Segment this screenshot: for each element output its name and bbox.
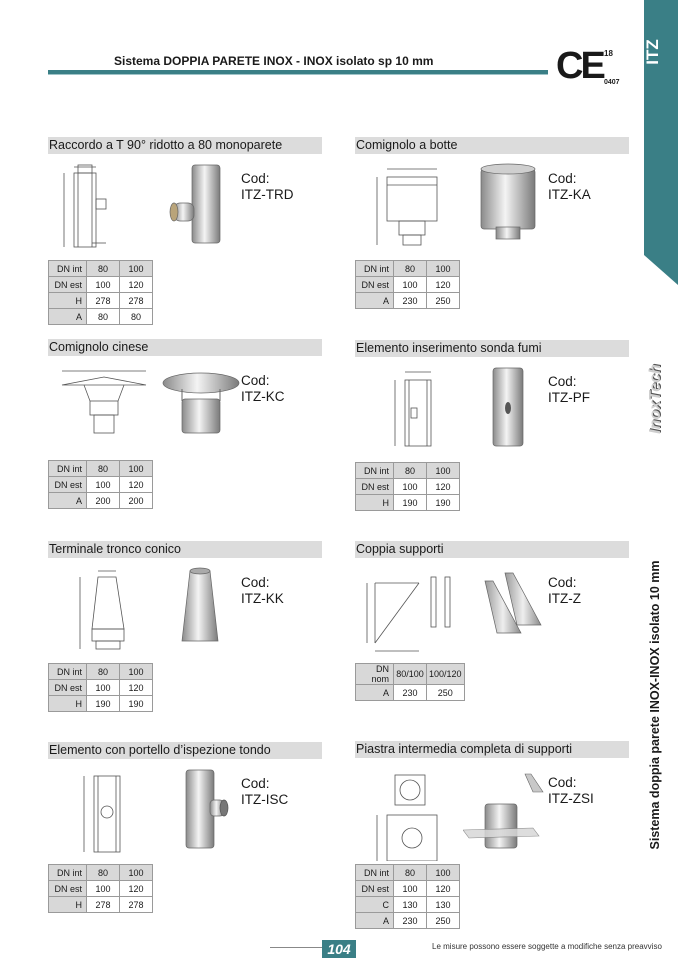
dimensions-table <box>48 864 153 913</box>
table-cell: 80 <box>394 261 427 277</box>
code-value: ITZ-Z <box>548 591 581 606</box>
table-cell: 120 <box>427 479 460 495</box>
table-row <box>356 897 460 913</box>
table-row <box>49 493 153 509</box>
table-cell: DN nom <box>356 664 394 685</box>
code-label: Cod: <box>241 171 270 186</box>
table-cell: 120 <box>120 680 153 696</box>
table-cell: A <box>356 685 394 701</box>
table-cell: 278 <box>87 293 120 309</box>
code-label: Cod: <box>548 374 577 389</box>
table-row <box>49 881 153 897</box>
table-row <box>356 495 460 511</box>
code-label: Cod: <box>241 575 270 590</box>
table-row <box>356 463 460 479</box>
ce-mark: CE <box>556 45 603 87</box>
table-cell: 80 <box>394 865 427 881</box>
table-cell: DN int <box>356 463 394 479</box>
table-row <box>49 293 153 309</box>
table-cell: A <box>49 493 87 509</box>
table-cell: 100 <box>427 865 460 881</box>
product-code <box>548 775 594 807</box>
table-row <box>49 696 153 712</box>
table-row <box>356 664 465 685</box>
table-cell: DN int <box>356 865 394 881</box>
table-cell: H <box>49 293 87 309</box>
ce-certification-mark <box>556 45 620 90</box>
product-title: Elemento con portello d’ispezione tondo <box>48 742 322 759</box>
technical-drawing <box>54 567 164 655</box>
table-row <box>356 293 460 309</box>
technical-drawing <box>54 365 164 453</box>
ce-notified-body-number: 18 <box>604 49 613 58</box>
code-value: ITZ-ISC <box>241 792 289 807</box>
table-row <box>356 261 460 277</box>
table-cell: 278 <box>120 897 153 913</box>
table-cell: 190 <box>120 696 153 712</box>
table-cell: 120 <box>427 277 460 293</box>
dimensions-table <box>48 260 153 325</box>
product-photo <box>156 159 246 247</box>
table-row <box>49 261 153 277</box>
product-code <box>548 171 591 203</box>
table-cell: C <box>356 897 394 913</box>
table-cell: 120 <box>120 881 153 897</box>
table-cell: A <box>356 913 394 929</box>
product-photo <box>156 764 246 852</box>
table-cell: 100 <box>87 881 120 897</box>
table-cell: DN int <box>49 461 87 477</box>
table-cell: 100 <box>394 277 427 293</box>
section-tab-code: ITZ <box>642 39 662 65</box>
table-cell: 230 <box>394 293 427 309</box>
table-cell: 200 <box>87 493 120 509</box>
table-row <box>49 680 153 696</box>
table-cell: 100 <box>427 261 460 277</box>
brand-logo: InoxTech <box>646 364 664 434</box>
product-photo <box>156 563 246 651</box>
table-cell: DN est <box>356 277 394 293</box>
table-cell: 100 <box>87 277 120 293</box>
product-photo <box>463 767 553 861</box>
page-title: Sistema DOPPIA PARETE INOX - INOX isolato sp 10 mm <box>114 54 434 68</box>
table-cell: 130 <box>427 897 460 913</box>
table-cell: 100 <box>120 865 153 881</box>
table-row <box>356 881 460 897</box>
table-cell: 200 <box>120 493 153 509</box>
code-value: ITZ-KC <box>241 389 285 404</box>
product-block-itz-z <box>355 541 631 716</box>
table-cell: 80/100 <box>394 664 427 685</box>
product-photo <box>463 563 553 651</box>
product-title: Comignolo a botte <box>355 137 629 154</box>
product-block-itz-trd <box>48 137 324 327</box>
table-cell: 250 <box>427 913 460 929</box>
product-block-itz-pf <box>355 340 631 515</box>
table-row <box>356 479 460 495</box>
table-cell: 100 <box>120 461 153 477</box>
product-block-itz-kc <box>48 339 324 514</box>
product-block-itz-isc <box>48 742 324 917</box>
table-cell: 278 <box>87 897 120 913</box>
product-title: Elemento inserimento sonda fumi <box>355 340 629 357</box>
product-title: Piastra intermedia completa di supporti <box>355 741 629 758</box>
table-row <box>49 277 153 293</box>
dimensions-table <box>355 864 460 929</box>
table-row <box>356 685 465 701</box>
table-cell: 100 <box>394 479 427 495</box>
product-title: Raccordo a T 90° ridotto a 80 monoparete <box>48 137 322 154</box>
technical-drawing <box>361 761 471 861</box>
table-cell: 250 <box>427 685 465 701</box>
table-cell: DN int <box>49 261 87 277</box>
table-row <box>356 913 460 929</box>
table-cell: 190 <box>427 495 460 511</box>
product-photo <box>156 361 246 449</box>
product-block-itz-zsi <box>355 741 631 936</box>
product-title: Comignolo cinese <box>48 339 322 356</box>
table-cell: 80 <box>120 309 153 325</box>
table-row <box>356 865 460 881</box>
table-cell: 190 <box>87 696 120 712</box>
dimensions-table <box>48 663 153 712</box>
technical-drawing <box>361 567 471 655</box>
table-cell: 120 <box>427 881 460 897</box>
table-cell: DN est <box>49 277 87 293</box>
product-code <box>241 575 284 607</box>
table-cell: DN int <box>49 865 87 881</box>
code-value: ITZ-TRD <box>241 187 294 202</box>
table-cell: 100 <box>87 477 120 493</box>
product-block-itz-kk <box>48 541 324 716</box>
footer-rule <box>270 947 322 948</box>
table-cell: 80 <box>87 664 120 680</box>
table-cell: 250 <box>427 293 460 309</box>
table-cell: 130 <box>394 897 427 913</box>
dimensions-table <box>355 462 460 511</box>
table-row <box>49 477 153 493</box>
table-cell: 100 <box>120 664 153 680</box>
table-row <box>49 897 153 913</box>
table-cell: A <box>356 293 394 309</box>
code-label: Cod: <box>548 171 577 186</box>
table-row <box>49 309 153 325</box>
product-title: Terminale tronco conico <box>48 541 322 558</box>
table-cell: 278 <box>120 293 153 309</box>
table-cell: 120 <box>120 277 153 293</box>
table-cell: H <box>49 696 87 712</box>
table-cell: 100/120 <box>427 664 465 685</box>
page-number: 104 <box>322 940 356 958</box>
table-cell: DN int <box>356 261 394 277</box>
table-cell: H <box>49 897 87 913</box>
dimensions-table <box>355 663 465 701</box>
table-row <box>49 461 153 477</box>
code-label: Cod: <box>548 575 577 590</box>
table-cell: 80 <box>87 865 120 881</box>
disclaimer-note: Le misure possono essere soggette a modifiche senza preavviso <box>432 942 662 951</box>
table-cell: DN est <box>49 881 87 897</box>
table-cell: 80 <box>394 463 427 479</box>
ce-certificate-number: 0407 <box>604 79 620 86</box>
product-title: Coppia supporti <box>355 541 629 558</box>
vertical-section-title: Sistema doppia parete INOX-INOX isolato 10 mm <box>648 560 662 850</box>
table-cell: A <box>49 309 87 325</box>
table-cell: 80 <box>87 309 120 325</box>
product-code <box>548 374 590 406</box>
table-cell: DN est <box>49 680 87 696</box>
code-value: ITZ-ZSI <box>548 791 594 806</box>
product-code <box>241 373 285 405</box>
technical-drawing <box>54 163 164 251</box>
table-row <box>49 664 153 680</box>
code-value: ITZ-KK <box>241 591 284 606</box>
table-cell: 230 <box>394 913 427 929</box>
product-code <box>241 776 288 808</box>
product-code <box>548 575 581 607</box>
code-label: Cod: <box>241 373 270 388</box>
technical-drawing <box>361 163 471 251</box>
code-value: ITZ-PF <box>548 390 590 405</box>
product-block-itz-ka <box>355 137 631 327</box>
code-label: Cod: <box>548 775 577 790</box>
code-label: Cod: <box>241 776 270 791</box>
product-code <box>241 171 293 203</box>
table-cell: DN int <box>49 664 87 680</box>
table-cell: DN est <box>356 881 394 897</box>
table-cell: 100 <box>120 261 153 277</box>
table-cell: 190 <box>394 495 427 511</box>
table-cell: DN est <box>356 479 394 495</box>
product-photo <box>463 362 553 450</box>
code-value: ITZ-KA <box>548 187 591 202</box>
table-cell: 100 <box>427 463 460 479</box>
table-cell: 80 <box>87 261 120 277</box>
table-cell: 120 <box>120 477 153 493</box>
dimensions-table <box>355 260 460 309</box>
header-rule-light <box>48 74 548 75</box>
table-cell: 100 <box>87 680 120 696</box>
table-cell: 230 <box>394 685 427 701</box>
table-cell: H <box>356 495 394 511</box>
table-row <box>356 277 460 293</box>
table-row <box>49 865 153 881</box>
dimensions-table <box>48 460 153 509</box>
table-cell: DN est <box>49 477 87 493</box>
table-cell: 80 <box>87 461 120 477</box>
technical-drawing <box>54 768 164 856</box>
product-photo <box>463 159 553 247</box>
table-cell: 100 <box>394 881 427 897</box>
technical-drawing <box>361 366 471 454</box>
